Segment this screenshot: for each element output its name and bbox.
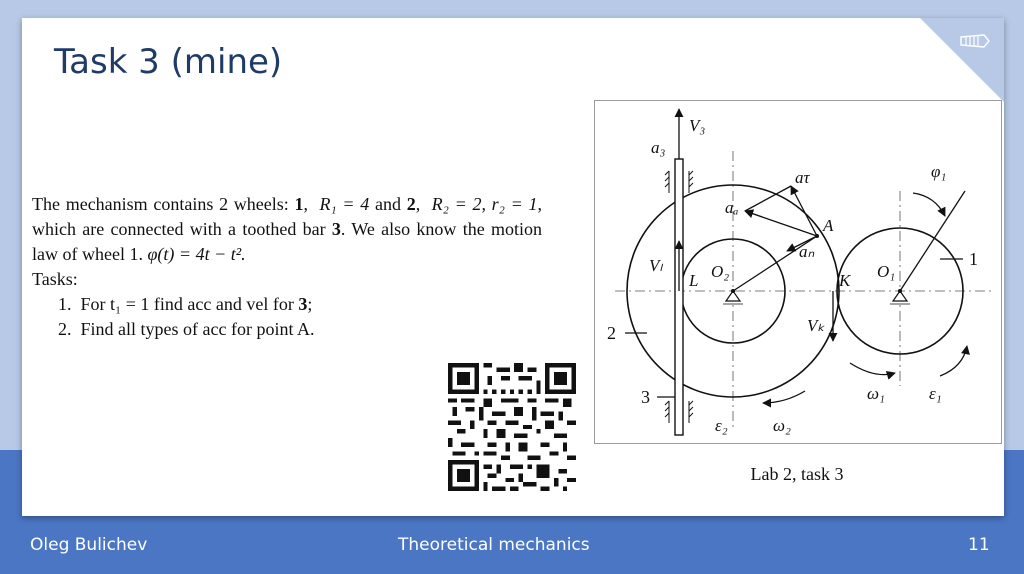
label-omega1: ω₁ — [867, 384, 885, 403]
tag-icon — [960, 34, 990, 48]
label-O1: O₁ — [877, 262, 896, 281]
qr-code-icon — [448, 363, 576, 491]
label-eps1: ε₁ — [929, 384, 942, 403]
label-bar-3: 3 — [641, 387, 650, 407]
slide-title: Task 3 (mine) — [54, 42, 283, 82]
page-number: 11 — [968, 535, 990, 555]
label-O2: O₂ — [711, 262, 730, 281]
left-band — [0, 20, 22, 450]
task-description — [32, 192, 542, 342]
label-L: L — [689, 271, 699, 290]
footer-author: Oleg Bulichev — [30, 535, 148, 555]
toothed-bar — [675, 159, 683, 435]
label-vL: Vₗ — [649, 256, 663, 275]
label-a-A: aₐ — [725, 198, 739, 217]
label-eps2: ε₂ — [715, 416, 728, 435]
description-paragraph: The mechanism contains 2 wheels: 1, R₁ = 4 and 2, R₂ = 2, r₂ = 1, which are connected with a toothed bar 3. We also know the motion law of wheel 1. φ(t) = 4t − t². — [32, 194, 543, 264]
task-item-2: 2. Find all types of acc for point A. — [58, 319, 315, 339]
tasks-label: Tasks: — [32, 269, 78, 289]
corner-fold — [920, 18, 1004, 102]
mechanism-figure — [594, 100, 1002, 444]
label-a-n: aₙ — [799, 242, 815, 261]
label-omega2: ω₂ — [773, 416, 791, 435]
top-band — [0, 0, 1024, 20]
label-v3: V₃ — [689, 116, 706, 135]
footer-course: Theoretical mechanics — [398, 535, 590, 555]
task-item-1: 1. For t₁ = 1 find acc and vel for 3; — [58, 294, 313, 314]
label-wheel-1: 1 — [969, 249, 978, 269]
label-wheel-2: 2 — [607, 323, 616, 343]
label-a-tau: aτ — [795, 168, 810, 187]
label-vK: Vₖ — [807, 316, 825, 335]
right-band — [1002, 20, 1024, 450]
label-K: K — [839, 271, 851, 290]
slide-card — [22, 18, 1004, 516]
label-a3: a₃ — [651, 138, 666, 157]
label-phi1: φ₁ — [931, 162, 947, 181]
figure-caption: Lab 2, task 3 — [750, 464, 844, 484]
label-A: A — [823, 216, 834, 235]
